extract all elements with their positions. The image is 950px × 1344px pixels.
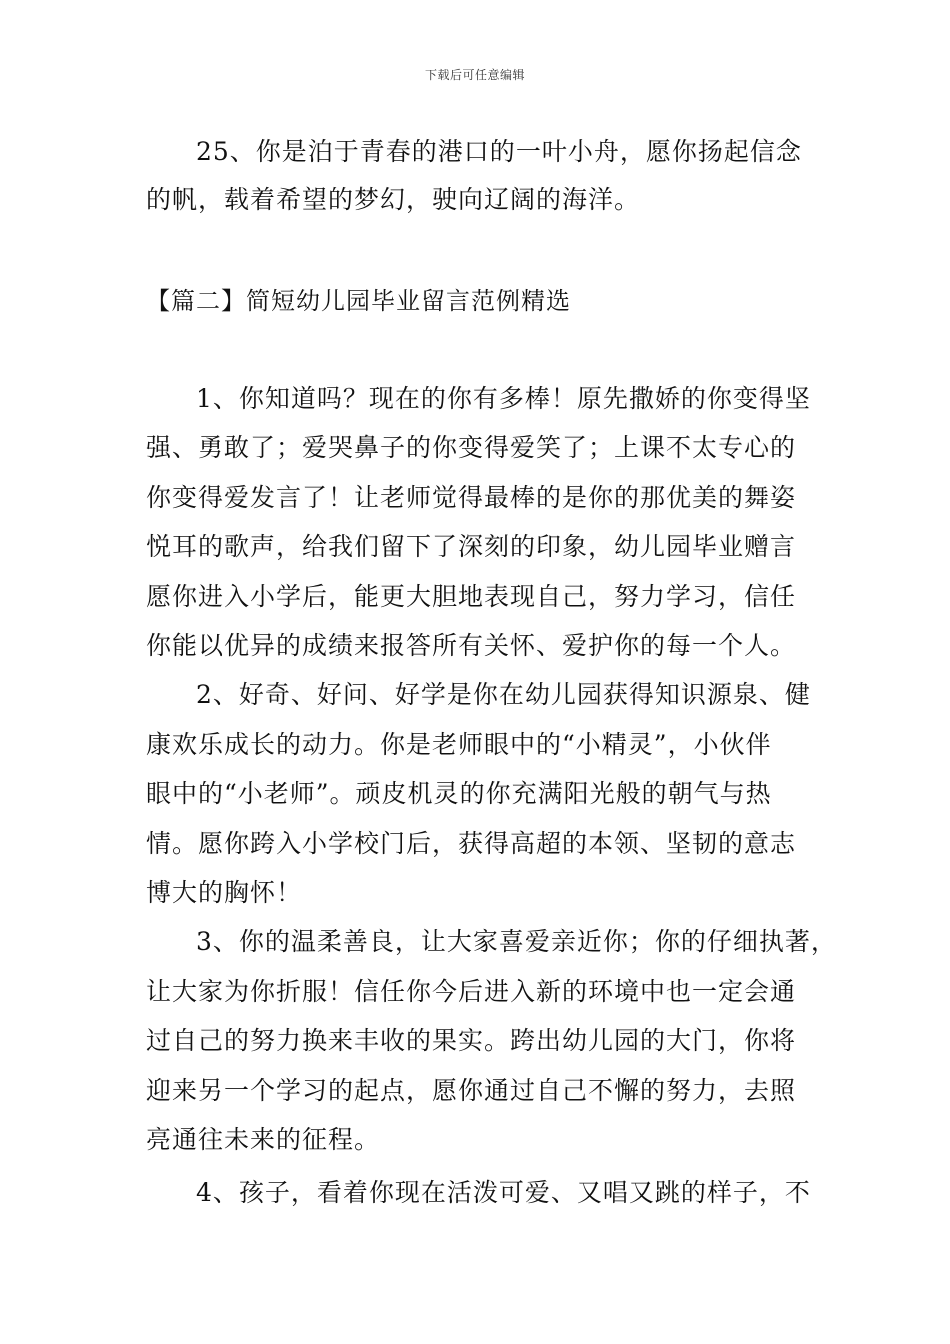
paragraph-line: 1、你知道吗？现在的你有多棒！原先撒娇的你变得坚 bbox=[196, 384, 811, 413]
paragraph-line: 过自己的努力换来丰收的果实。跨出幼儿园的大门，你将 bbox=[146, 1026, 797, 1055]
paragraph-line: 让大家为你折服！信任你今后进入新的环境中也一定会通 bbox=[146, 977, 797, 1006]
paragraph-line: 博大的胸怀！ bbox=[146, 878, 303, 907]
paragraph-line: 强、勇敢了；爱哭鼻子的你变得爱笑了；上课不太专心的 bbox=[146, 433, 797, 462]
paragraph-line: 愿你进入小学后，能更大胆地表现自己，努力学习，信任 bbox=[146, 582, 797, 611]
paragraph-line: 亮通往未来的征程。 bbox=[146, 1125, 381, 1154]
paragraph-line: 眼中的“小老师”。顽皮机灵的你充满阳光般的朝气与热 bbox=[146, 779, 772, 808]
paragraph-line: 2、好奇、好问、好学是你在幼儿园获得知识源泉、健 bbox=[196, 680, 811, 709]
paragraph-line: 你能以优异的成绩来报答所有关怀、爱护你的每一个人。 bbox=[146, 631, 797, 660]
paragraph-line: 3、你的温柔善良，让大家喜爱亲近你；你的仔细执著， bbox=[196, 927, 837, 956]
paragraph-line: 4、孩子，看着你现在活泼可爱、又唱又跳的样子，不 bbox=[196, 1178, 811, 1207]
paragraph-line: 康欢乐成长的动力。你是老师眼中的“小精灵”，小伙伴 bbox=[146, 730, 772, 759]
section-heading: 【篇二】简短幼儿园毕业留言范例精选 bbox=[146, 287, 571, 315]
paragraph-line: 迎来另一个学习的起点，愿你通过自己不懈的努力，去照 bbox=[146, 1076, 797, 1105]
paragraph-line: 悦耳的歌声，给我们留下了深刻的印象，幼儿园毕业赠言 bbox=[146, 532, 797, 561]
paragraph-line: 的帆，载着希望的梦幻，驶向辽阔的海洋。 bbox=[146, 185, 641, 214]
header-note: 下载后可任意编辑 bbox=[424, 68, 525, 82]
paragraph-line: 25、你是泊于青春的港口的一叶小舟，愿你扬起信念 bbox=[196, 137, 802, 166]
paragraph-line: 你变得爱发言了！让老师觉得最棒的是你的那优美的舞姿 bbox=[146, 483, 797, 512]
paragraph-line: 情。愿你跨入小学校门后，获得高超的本领、坚韧的意志 bbox=[146, 829, 797, 858]
